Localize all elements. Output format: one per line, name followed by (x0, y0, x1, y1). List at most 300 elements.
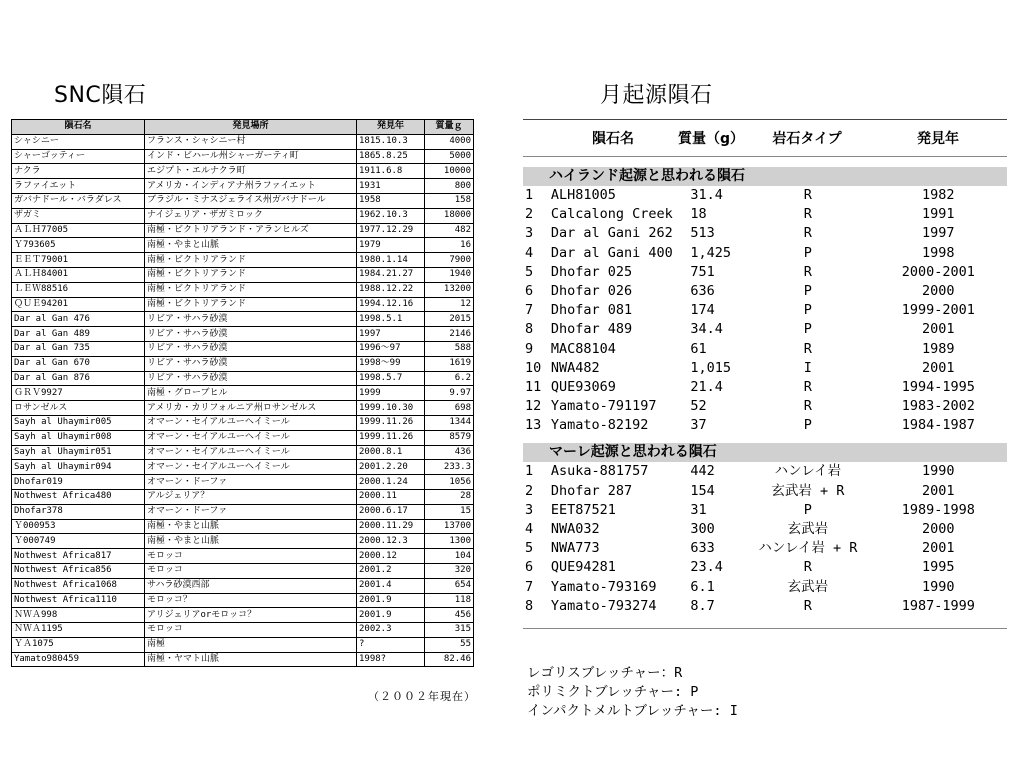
lunar-cell-mass: 513 (690, 225, 715, 242)
snc-header-mass: 質量ｇ (425, 120, 474, 135)
lunar-cell-year: 1990 (922, 578, 955, 595)
snc-cell-year: 1998? (357, 652, 425, 667)
snc-cell-year: 1988.12.22 (357, 282, 425, 297)
snc-header-location: 発見場所 (145, 120, 357, 135)
lunar-cell-number: 12 (525, 398, 542, 415)
snc-row (12, 637, 474, 652)
snc-cell-year: 2000.6.17 (357, 504, 425, 519)
lunar-cell-number: 4 (525, 244, 534, 261)
snc-cell-year: 2001.4 (357, 578, 425, 593)
snc-row (12, 519, 474, 534)
snc-cell-name: ＧＲＶ9927 (12, 386, 145, 401)
snc-cell-location: モロッコ (145, 549, 357, 564)
lunar-meteorite-table (523, 119, 1007, 629)
snc-cell-name: Dhofar378 (12, 504, 145, 519)
snc-row (12, 386, 474, 401)
lunar-cell-name: Dhofar 081 (550, 302, 633, 319)
lunar-cell-name: ALH81005 (550, 187, 616, 203)
snc-row (12, 534, 474, 549)
snc-cell-mass: 482 (425, 223, 474, 238)
snc-cell-mass: 82.46 (425, 652, 474, 667)
lunar-cell-name: Asuka-881757 (550, 463, 649, 480)
snc-cell-name: Nothwest Africa856 (12, 563, 145, 578)
lunar-cell-type: R (803, 340, 812, 357)
snc-cell-location: モロッコ (145, 563, 357, 578)
lunar-cell-name: Dar al Gani 400 (550, 244, 673, 261)
lunar-cell-type: 玄武岩 (787, 578, 829, 595)
snc-cell-location: オマーン・セイアルユーヘイミール (145, 460, 357, 475)
lunar-cell-mass: 31 (690, 501, 707, 518)
group-title-mare: マーレ起源と思われる隕石 (523, 443, 1007, 462)
lunar-header-row (523, 120, 1007, 156)
lunar-cell-name: NWA773 (550, 540, 600, 557)
snc-cell-mass: 18000 (425, 208, 474, 223)
snc-cell-mass: 7900 (425, 253, 474, 268)
snc-cell-year: 2001.9 (357, 608, 425, 623)
snc-cell-name: Sayh al Uhaymir005 (12, 415, 145, 430)
lunar-cell-number: 5 (525, 263, 534, 280)
lunar-header-year: 発見年 (917, 131, 959, 147)
snc-cell-mass: 10000 (425, 164, 474, 179)
snc-cell-mass: 4000 (425, 134, 474, 149)
snc-cell-name: ザガミ (12, 208, 145, 223)
snc-cell-name: Dar al Gan 476 (12, 312, 145, 327)
lunar-cell-number: 8 (525, 597, 534, 614)
snc-cell-location: 南極・やまと山脈 (145, 238, 357, 253)
lunar-cell-mass: 37 (690, 417, 707, 434)
lunar-cell-number: 6 (525, 282, 534, 299)
lunar-row (523, 558, 1007, 577)
lunar-cell-name: QUE93069 (550, 378, 616, 395)
snc-cell-location: ブラジル・ミナスジェライス州ガバナドール (145, 193, 357, 208)
snc-cell-year: 1999 (357, 386, 425, 401)
lunar-cell-mass: 633 (690, 540, 715, 557)
lunar-cell-year: 1998 (922, 244, 955, 261)
lunar-cell-year: 1984-1987 (901, 417, 975, 434)
snc-cell-name: ガバナドール・バラダレス (12, 193, 145, 208)
lunar-cell-year: 1983-2002 (901, 398, 975, 415)
lunar-cell-name: Yamato-793274 (550, 597, 657, 614)
lunar-row (523, 578, 1007, 597)
snc-cell-location: 南極・ビクトリアランド (145, 297, 357, 312)
lunar-cell-type: R (803, 187, 812, 203)
lunar-row (523, 359, 1007, 378)
snc-row (12, 164, 474, 179)
lunar-cell-type: P (803, 417, 812, 434)
snc-cell-mass: 1619 (425, 356, 474, 371)
snc-cell-location: アメリカ・カリフォルニア州ロサンゼルス (145, 401, 357, 416)
snc-row (12, 401, 474, 416)
snc-cell-mass: 233.3 (425, 460, 474, 475)
lunar-cell-number: 11 (525, 378, 542, 395)
lunar-row (523, 205, 1007, 224)
snc-cell-location: エジプト・エルナクラ町 (145, 164, 357, 179)
lunar-cell-type: I (803, 359, 812, 376)
lunar-cell-name: Calcalong Creek (550, 206, 673, 223)
snc-cell-year: 1815.10.3 (357, 134, 425, 149)
snc-cell-mass: 13700 (425, 519, 474, 534)
snc-cell-year: 2000.8.1 (357, 445, 425, 460)
snc-row (12, 253, 474, 268)
lunar-cell-mass: 636 (690, 282, 715, 299)
snc-cell-location: オマーン・ドーファ (145, 504, 357, 519)
lunar-cell-year: 1991 (922, 206, 955, 223)
snc-cell-location: オマーン・ドーファ (145, 475, 357, 490)
lunar-cell-name: Yamato-82192 (550, 417, 649, 434)
lunar-cell-year: 2001 (922, 359, 955, 376)
snc-row (12, 282, 474, 297)
lunar-cell-mass: 442 (690, 463, 715, 480)
snc-cell-year: 1997 (357, 327, 425, 342)
snc-cell-mass: 5000 (425, 149, 474, 164)
lunar-cell-number: 8 (525, 321, 534, 338)
lunar-cell-number: 3 (525, 501, 534, 518)
lunar-row (523, 501, 1007, 520)
snc-row (12, 179, 474, 194)
snc-cell-year: 2000.11.29 (357, 519, 425, 534)
lunar-cell-number: 13 (525, 417, 542, 434)
snc-header-year: 発見年 (357, 120, 425, 135)
lunar-cell-type: R (803, 206, 812, 223)
snc-row (12, 312, 474, 327)
snc-cell-name: ＱＵＥ94201 (12, 297, 145, 312)
lunar-heading: 月起源隕石 (600, 83, 713, 108)
snc-row (12, 193, 474, 208)
legend-item: ポリミクトブレッチャー: P (527, 684, 699, 700)
lunar-cell-name: Yamato-791197 (550, 398, 657, 415)
snc-row (12, 341, 474, 356)
snc-cell-year: 2000.1.24 (357, 475, 425, 490)
snc-cell-mass: 654 (425, 578, 474, 593)
lunar-cell-year: 1995 (922, 559, 955, 576)
snc-cell-mass: 118 (425, 593, 474, 608)
snc-cell-name: Yamato980459 (12, 652, 145, 667)
lunar-cell-year: 1982 (922, 187, 955, 203)
lunar-cell-number: 10 (525, 359, 542, 376)
snc-row (12, 356, 474, 371)
snc-row (12, 327, 474, 342)
snc-cell-name: ＮＷＡ1195 (12, 623, 145, 638)
snc-cell-mass: 800 (425, 179, 474, 194)
lunar-cell-year: 2000-2001 (901, 263, 975, 280)
snc-cell-location: 南極・ビクトリアランド・アランヒルズ (145, 223, 357, 238)
snc-cell-name: ＬＥＷ88516 (12, 282, 145, 297)
snc-cell-year: ? (357, 637, 425, 652)
lunar-cell-number: 1 (525, 463, 534, 480)
snc-cell-mass: 588 (425, 341, 474, 356)
snc-cell-year: 1999.11.26 (357, 415, 425, 430)
lunar-cell-mass: 18 (690, 206, 707, 223)
lunar-cell-mass: 6.1 (690, 578, 715, 595)
snc-row (12, 238, 474, 253)
snc-cell-mass: 16 (425, 238, 474, 253)
snc-header-name: 隕石名 (12, 120, 145, 135)
snc-header-row (12, 120, 474, 135)
lunar-cell-year: 2000 (922, 521, 955, 537)
snc-cell-year: 1931 (357, 179, 425, 194)
snc-date-note: （２００２年現在） (368, 690, 476, 703)
snc-heading: SNC隕石 (54, 83, 147, 108)
lunar-cell-name: MAC88104 (550, 340, 616, 357)
lunar-cell-number: 5 (525, 540, 534, 557)
snc-row (12, 430, 474, 445)
snc-cell-name: ＥＥＴ79001 (12, 253, 145, 268)
snc-cell-name: Sayh al Uhaymir051 (12, 445, 145, 460)
snc-cell-mass: 2015 (425, 312, 474, 327)
lunar-cell-year: 1987-1999 (901, 597, 975, 614)
lunar-cell-name: NWA482 (550, 359, 600, 376)
snc-row (12, 445, 474, 460)
snc-cell-year: 2002.3 (357, 623, 425, 638)
lunar-row (523, 416, 1007, 435)
snc-row (12, 549, 474, 564)
lunar-cell-mass: 300 (690, 521, 715, 537)
snc-cell-year: 1998.5.7 (357, 371, 425, 386)
snc-cell-mass: 315 (425, 623, 474, 638)
lunar-header-name: 隕石名 (592, 131, 634, 147)
lunar-cell-number: 2 (525, 206, 534, 223)
lunar-cell-year: 2001 (922, 540, 955, 557)
lunar-cell-type: ハンレイ岩 (774, 463, 842, 480)
lunar-row (523, 397, 1007, 416)
lunar-row (523, 224, 1007, 243)
snc-cell-location: 南極・ヤマト山脈 (145, 652, 357, 667)
lunar-cell-name: Yamato-793169 (550, 578, 657, 595)
lunar-cell-type: R (803, 398, 812, 415)
lunar-cell-name: Dhofar 287 (550, 482, 633, 499)
snc-cell-year: 1958 (357, 193, 425, 208)
snc-cell-year: 2001.2 (357, 563, 425, 578)
lunar-cell-mass: 154 (690, 482, 715, 499)
lunar-cell-type: 玄武岩 + R (771, 482, 845, 499)
snc-cell-location: リビア・サハラ砂漠 (145, 356, 357, 371)
lunar-row (523, 462, 1007, 481)
snc-cell-name: Sayh al Uhaymir008 (12, 430, 145, 445)
snc-cell-mass: 2146 (425, 327, 474, 342)
snc-row (12, 208, 474, 223)
lunar-cell-mass: 1,015 (690, 359, 731, 376)
snc-cell-name: Dar al Gan 489 (12, 327, 145, 342)
lunar-cell-type: ハンレイ岩 + R (758, 540, 858, 557)
snc-cell-location: オマーン・セイアルユーヘイミール (145, 415, 357, 430)
snc-cell-name: ラファイエット (12, 179, 145, 194)
snc-cell-year: 1999.11.26 (357, 430, 425, 445)
lunar-row (523, 378, 1007, 397)
lunar-cell-year: 1999-2001 (901, 302, 975, 319)
lunar-cell-type: R (803, 225, 812, 242)
snc-cell-year: 2000.12 (357, 549, 425, 564)
snc-cell-location: オマーン・セイアルユーヘイミール (145, 430, 357, 445)
lunar-cell-name: NWA032 (550, 521, 600, 537)
lunar-cell-number: 7 (525, 578, 534, 595)
lunar-cell-year: 1989 (922, 340, 955, 357)
snc-cell-mass: 320 (425, 563, 474, 578)
lunar-cell-type: P (803, 244, 812, 261)
snc-cell-mass: 9.97 (425, 386, 474, 401)
lunar-cell-type: R (803, 263, 812, 280)
lunar-cell-mass: 52 (690, 398, 707, 415)
snc-cell-year: 1984.21.27 (357, 267, 425, 282)
snc-cell-name: Dar al Gan 670 (12, 356, 145, 371)
lunar-cell-type: P (803, 501, 812, 518)
mare-group (523, 443, 1007, 616)
lunar-cell-name: QUE94281 (550, 559, 616, 576)
snc-cell-name: ロサンゼルス (12, 401, 145, 416)
lunar-row (523, 263, 1007, 282)
lunar-cell-type: R (803, 559, 812, 576)
snc-cell-location: サハラ砂漠西部 (145, 578, 357, 593)
snc-cell-year: 1977.12.29 (357, 223, 425, 238)
lunar-cell-name: Dhofar 025 (550, 263, 633, 280)
snc-cell-year: 1980.1.14 (357, 253, 425, 268)
snc-row (12, 460, 474, 475)
snc-cell-mass: 436 (425, 445, 474, 460)
snc-cell-location: モロッコ？ (145, 593, 357, 608)
lunar-row (523, 320, 1007, 339)
lunar-cell-year: 1990 (922, 463, 955, 480)
lunar-cell-mass: 751 (690, 263, 715, 280)
snc-cell-location: アルジェリア？ (145, 489, 357, 504)
lunar-cell-year: 2001 (922, 321, 955, 338)
snc-cell-mass: 55 (425, 637, 474, 652)
lunar-row (523, 482, 1007, 501)
lunar-header-mass: 質量（g） (677, 131, 745, 147)
lunar-cell-name: Dar al Gani 262 (550, 225, 673, 242)
snc-cell-name: シャーゴッティー (12, 149, 145, 164)
snc-row (12, 267, 474, 282)
snc-cell-year: 1994.12.16 (357, 297, 425, 312)
snc-cell-year: 1999.10.30 (357, 401, 425, 416)
lunar-cell-mass: 1,425 (690, 244, 731, 261)
snc-cell-year: 1996～97 (357, 341, 425, 356)
snc-cell-year: 1979 (357, 238, 425, 253)
lunar-cell-mass: 21.4 (690, 378, 723, 395)
lunar-row (523, 301, 1007, 320)
lunar-cell-number: 7 (525, 302, 534, 319)
snc-cell-mass: 104 (425, 549, 474, 564)
group-title-highland: ハイランド起源と思われる隕石 (523, 167, 1007, 186)
snc-cell-mass: 158 (425, 193, 474, 208)
snc-cell-year: 1962.10.3 (357, 208, 425, 223)
snc-cell-mass: 6.2 (425, 371, 474, 386)
snc-cell-mass: 1056 (425, 475, 474, 490)
lunar-row (523, 186, 1007, 205)
snc-cell-name: ＡＬＨ77005 (12, 223, 145, 238)
snc-cell-name: ＹＡ1075 (12, 637, 145, 652)
snc-cell-year: 2000.11 (357, 489, 425, 504)
snc-cell-name: ナクラ (12, 164, 145, 179)
snc-row (12, 623, 474, 638)
snc-row (12, 475, 474, 490)
snc-cell-year: 2001.2.20 (357, 460, 425, 475)
lunar-cell-number: 4 (525, 521, 534, 537)
lunar-cell-type: R (803, 597, 812, 614)
snc-cell-name: Ｙ000953 (12, 519, 145, 534)
legend-item: レゴリスブレッチャー：R (527, 665, 683, 681)
snc-cell-location: フランス・シャシニー村 (145, 134, 357, 149)
snc-cell-mass: 13200 (425, 282, 474, 297)
lunar-cell-type: 玄武岩 (787, 521, 829, 537)
snc-cell-mass: 15 (425, 504, 474, 519)
snc-cell-mass: 8579 (425, 430, 474, 445)
lunar-cell-mass: 174 (690, 302, 715, 319)
snc-meteorite-table (11, 119, 474, 667)
lunar-cell-mass: 8.7 (690, 597, 715, 614)
snc-row (12, 223, 474, 238)
snc-cell-location: リビア・サハラ砂漠 (145, 312, 357, 327)
lunar-cell-year: 1989-1998 (901, 501, 975, 518)
snc-cell-name: Dar al Gan 876 (12, 371, 145, 386)
lunar-cell-mass: 61 (690, 340, 707, 357)
rock-type-legend (527, 664, 738, 721)
lunar-row (523, 520, 1007, 539)
lunar-cell-number: 1 (525, 187, 534, 203)
snc-cell-year: 1998.5.1 (357, 312, 425, 327)
lunar-cell-year: 1997 (922, 225, 955, 242)
snc-cell-location: リビア・サハラ砂漠 (145, 371, 357, 386)
lunar-cell-number: 6 (525, 559, 534, 576)
snc-cell-year: 2001.9 (357, 593, 425, 608)
lunar-cell-mass: 34.4 (690, 321, 723, 338)
lunar-cell-mass: 23.4 (690, 559, 723, 576)
snc-cell-mass: 28 (425, 489, 474, 504)
snc-cell-mass: 1300 (425, 534, 474, 549)
header-rule (523, 156, 1007, 157)
lunar-row (523, 340, 1007, 359)
snc-cell-location: 南極・ビクトリアランド (145, 253, 357, 268)
snc-cell-name: Dhofar019 (12, 475, 145, 490)
snc-cell-year: 2000.12.3 (357, 534, 425, 549)
lunar-cell-type: P (803, 302, 812, 319)
snc-row (12, 504, 474, 519)
snc-row (12, 297, 474, 312)
lunar-cell-number: 2 (525, 482, 534, 499)
snc-cell-location: モロッコ (145, 623, 357, 638)
snc-cell-name: ＮＷＡ998 (12, 608, 145, 623)
snc-cell-location: 南極・ビクトリアランド (145, 282, 357, 297)
legend-item: インパクトメルトブレッチャー: I (527, 703, 738, 719)
snc-cell-name: Nothwest Africa480 (12, 489, 145, 504)
snc-cell-location: インド・ビハール州シャーガーティ町 (145, 149, 357, 164)
snc-row (12, 371, 474, 386)
snc-row (12, 415, 474, 430)
snc-cell-location: リビア・サハラ砂漠 (145, 327, 357, 342)
lunar-row (523, 597, 1007, 616)
table-bottom-rule (523, 628, 1007, 629)
snc-row (12, 608, 474, 623)
snc-row (12, 578, 474, 593)
lunar-cell-number: 3 (525, 225, 534, 242)
lunar-cell-year: 1994-1995 (901, 378, 975, 395)
highland-group (523, 167, 1007, 435)
snc-cell-name: シャシニー (12, 134, 145, 149)
snc-cell-name: Nothwest Africa1068 (12, 578, 145, 593)
lunar-cell-name: Dhofar 026 (550, 282, 633, 299)
lunar-cell-year: 2000 (922, 282, 955, 299)
snc-cell-location: ナイジェリア・ザガミロック (145, 208, 357, 223)
snc-cell-location: 南極・ビクトリアランド (145, 267, 357, 282)
snc-cell-mass: 456 (425, 608, 474, 623)
lunar-cell-type: P (803, 321, 812, 338)
snc-row (12, 593, 474, 608)
snc-cell-year: 1865.8.25 (357, 149, 425, 164)
snc-cell-location: 南極・やまと山脈 (145, 534, 357, 549)
lunar-cell-name: Dhofar 489 (550, 321, 633, 338)
snc-row (12, 489, 474, 504)
lunar-cell-number: 9 (525, 340, 534, 357)
snc-row (12, 652, 474, 667)
snc-cell-name: Nothwest Africa1110 (12, 593, 145, 608)
